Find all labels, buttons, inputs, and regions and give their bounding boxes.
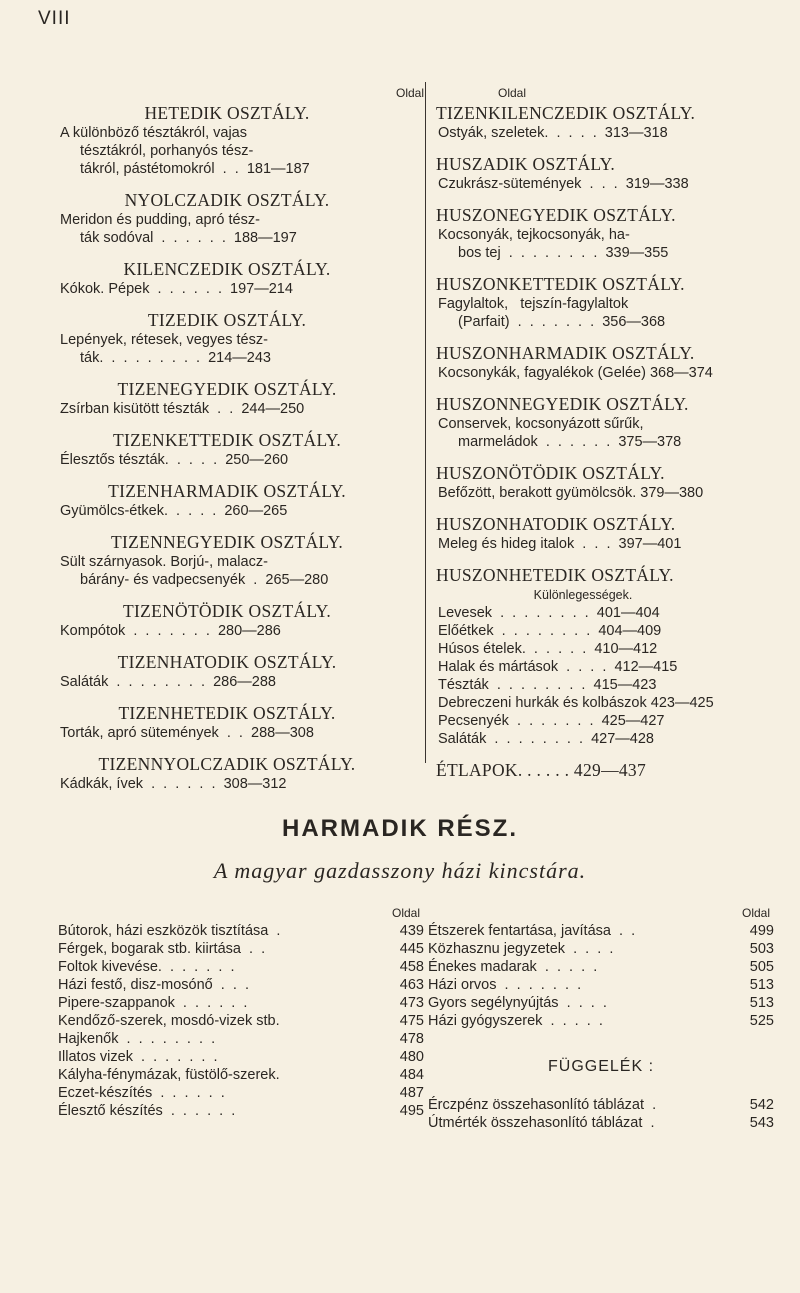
section-title: ÉTLAPOK. . . . . . 429—437 [436,760,647,780]
row-label: Hajkenők . . . . . . . . [58,1031,216,1047]
row-label: Férgek, bogarak stb. kiirtása . . [58,941,266,957]
row-label: Élesztő készítés . . . . . . [58,1103,236,1119]
section-title: HUSZONHARMADIK OSZTÁLY. [436,343,695,363]
toc-entry: Kókok. Pépek . . . . . . 197—214 [60,281,293,297]
row-page: 503 [749,941,774,957]
section-gap [428,502,768,511]
row-label: Házi festő, disz-mosónő . . . [58,977,249,993]
row-label: Közhasznu jegyzetek . . . . [428,941,614,957]
toc-section [428,748,768,781]
toc-entry: bos tej . . . . . . . . 339—355 [458,245,669,261]
section-title: TIZENHATODIK OSZTÁLY. [117,652,337,672]
toc-entry: Debreczeni hurkák és kolbászok 423—425 [438,695,714,711]
toc-entry: Levesek . . . . . . . . 401—404 [438,605,660,621]
section-title: HETEDIK OSZTÁLY. [144,103,310,123]
section-gap [428,262,768,271]
section-title: TIZENKETTEDIK OSZTÁLY. [112,430,342,450]
toc-entry: Lepények, rétesek, vegyes tész- [60,332,268,348]
part-subtitle: A magyar gazdasszony házi kincstára. [213,858,587,883]
toc-section [428,262,768,331]
page-number: VIII [38,8,71,29]
row-label: Kályha-fénymázak, füstölő-szerek. [58,1067,280,1083]
toc-right-column [428,86,768,781]
table-row [58,976,424,994]
section-title: HUSZONÖTÖDIK OSZTÁLY. [436,463,665,483]
row-page: 542 [749,1097,774,1113]
toc-section [428,102,768,142]
table-row [428,922,774,940]
toc-entry: Kocsonykák, fagyalékok (Gelée) 368—374 [438,365,713,381]
table-row [58,1084,424,1102]
toc-section [58,520,424,589]
toc-entry: Kádkák, ívek . . . . . . 308—312 [60,776,287,792]
section-title: TIZENÖTÖDIK OSZTÁLY. [122,601,332,621]
section-title: TIZENKILENCZEDIK OSZTÁLY. [436,103,696,123]
table-row [428,976,774,994]
section-gap [428,382,768,391]
row-label: Foltok kivevése. . . . . . . [58,959,235,975]
table-row [58,922,424,940]
section-gap [58,520,424,529]
section-gap [58,742,424,751]
section-gap [58,298,424,307]
row-page: 458 [399,959,424,975]
row-page: 473 [399,995,424,1011]
section-gap [428,451,768,460]
toc-entry: Kocsonyák, tejkocsonyák, ha- [438,227,630,243]
row-page: 495 [399,1103,424,1119]
section-gap [428,331,768,340]
oldal-header: Oldal [391,906,420,920]
toc-entry: Halak és mártások . . . . 412—415 [438,659,678,675]
table-row [428,1114,774,1132]
section-title: HUSZONHETEDIK OSZTÁLY. [436,565,674,585]
section-title: HUSZONKETTEDIK OSZTÁLY. [436,274,685,294]
section-gap [58,589,424,598]
toc-entry: ták sodóval . . . . . . 188—197 [80,230,297,246]
toc-entry: Tészták . . . . . . . . 415—423 [438,677,657,693]
toc-section [428,553,768,748]
toc-section [58,589,424,640]
row-page: 445 [399,941,424,957]
row-page: 480 [399,1049,424,1065]
toc-entry: Torták, apró sütemények . . 288—308 [60,725,314,741]
row-page: 525 [749,1013,774,1029]
table-row [58,994,424,1012]
row-page: 499 [749,923,774,939]
section-gap [58,469,424,478]
section-title: HUSZONNEGYEDIK OSZTÁLY. [436,394,689,414]
row-page: 487 [399,1085,424,1101]
table-row [428,958,774,976]
toc-entry: Meleg és hideg italok . . . 397—401 [438,536,682,552]
toc-section [58,298,424,367]
table-row [58,1030,424,1048]
row-label: Bútorok, házi eszközök tisztítása . [58,923,281,939]
row-page: 543 [749,1115,774,1131]
toc-section [428,502,768,553]
section-title: TIZENNEGYEDIK OSZTÁLY. [111,532,343,552]
toc-section [428,142,768,193]
row-page: 505 [749,959,774,975]
row-label: Útmérték összehasonlító táblázat . [428,1115,655,1131]
appendix-title: FÜGGELÉK : [547,1058,655,1075]
toc-section [428,331,768,382]
toc-section [428,382,768,451]
toc-section [58,418,424,469]
toc-entry: Saláták . . . . . . . . 427—428 [438,731,654,747]
row-label: Gyors segélynyújtás . . . . [428,995,607,1011]
row-page: 475 [399,1013,424,1029]
row-page: 484 [399,1067,424,1083]
table-row [58,958,424,976]
table-row [58,1102,424,1120]
toc-section [58,247,424,298]
toc-entry: tákról, pástétomokról . . 181—187 [80,161,310,177]
toc-section [58,742,424,793]
toc-entry: Kompótok . . . . . . . 280—286 [60,623,281,639]
table-row [58,1066,424,1084]
section-subtitle: Különlegességek. [533,588,633,602]
table-row [58,940,424,958]
toc-entry: Gyümölcs-étkek. . . . . 260—265 [60,503,288,519]
toc-left-column [58,86,424,793]
row-label: Házi orvos . . . . . . . [428,977,582,993]
row-label: Kendőző-szerek, mosdó-vizek stb. [58,1013,280,1029]
row-page: 463 [399,977,424,993]
section-gap [58,367,424,376]
row-page: 478 [399,1031,424,1047]
part-title: HARMADIK RÉSZ. [282,815,518,842]
toc-entry: bárány- és vadpecsenyék . 265—280 [80,572,329,588]
section-gap [58,640,424,649]
toc-entry: Pecsenyék . . . . . . . 425—427 [438,713,665,729]
household-table-left [58,906,424,1120]
section-title: KILENCZEDIK OSZTÁLY. [123,259,331,279]
row-label: Érczpénz összehasonlító táblázat . [428,1097,657,1113]
toc-entry: Élesztős tészták. . . . . 250—260 [60,452,289,468]
section-gap [58,691,424,700]
section-gap [428,553,768,562]
section-title: TIZEDIK OSZTÁLY. [147,310,307,330]
toc-entry: Conservek, kocsonyázott sűrűk, [438,416,644,432]
section-title: HUSZADIK OSZTÁLY. [436,154,615,174]
section-gap [58,247,424,256]
column-divider [425,82,426,763]
row-label: Énekes madarak . . . . . [428,959,598,975]
table-row [428,1012,774,1030]
row-page: 439 [399,923,424,939]
table-row [428,1096,774,1114]
toc-entry: Előétkek . . . . . . . . 404—409 [438,623,662,639]
toc-entry: Ostyák, szeletek. . . . . 313—318 [438,125,668,141]
section-gap [428,142,768,151]
row-label: Eczet-készítés . . . . . . [58,1085,225,1101]
section-title: HUSZONEGYEDIK OSZTÁLY. [436,205,676,225]
toc-entry: ták. . . . . . . . . 214—243 [80,350,271,366]
toc-entry: tésztákról, porhanyós tész- [80,143,254,159]
section-title: HUSZONHATODIK OSZTÁLY. [436,514,676,534]
section-gap [428,193,768,202]
section-title: NYOLCZADIK OSZTÁLY. [124,190,330,210]
section-gap [58,418,424,427]
toc-entry: Czukrász-sütemények . . . 319—338 [438,176,689,192]
toc-entry: Meridon és pudding, apró tész- [60,212,260,228]
toc-section [58,367,424,418]
toc-entry: Sült szárnyasok. Borjú-, malacz- [60,554,268,570]
oldal-header: Oldal [498,86,527,100]
toc-section [428,193,768,262]
toc-section [58,691,424,742]
table-row [58,1048,424,1066]
toc-section [428,451,768,502]
toc-entry: (Parfait) . . . . . . . 356—368 [458,314,666,330]
row-label: Illatos vizek . . . . . . . [58,1049,218,1065]
oldal-header: Oldal [395,86,424,100]
section-gap [428,748,768,757]
table-row [58,1012,424,1030]
toc-entry: marmeládok . . . . . . 375—378 [458,434,682,450]
toc-entry: Fagylaltok, tejszín-fagylaltok [438,296,629,312]
section-title: TIZENNYOLCZADIK OSZTÁLY. [98,754,356,774]
section-title: TIZENEGYEDIK OSZTÁLY. [117,379,337,399]
oldal-header: Oldal [741,906,770,920]
table-row [428,940,774,958]
toc-entry: Zsírban kisütött tészták . . 244—250 [60,401,305,417]
table-row [428,994,774,1012]
toc-entry: Befőzött, berakott gyümölcsök. 379—380 [438,485,704,501]
toc-section [58,178,424,247]
toc-entry: Saláták . . . . . . . . 286—288 [60,674,276,690]
toc-section [58,102,424,178]
section-gap [58,178,424,187]
row-label: Pipere-szappanok . . . . . . [58,995,248,1011]
row-page: 513 [749,995,774,1011]
toc-section [58,469,424,520]
toc-section [58,640,424,691]
toc-entry: A különböző tésztákról, vajas [60,125,247,141]
household-table-right [428,906,774,1132]
section-title: TIZENHARMADIK OSZTÁLY. [108,481,346,501]
row-page: 513 [749,977,774,993]
row-label: Házi gyógyszerek . . . . . [428,1013,603,1029]
row-label: Étszerek fentartása, javítása . . [428,923,636,939]
section-title: TIZENHETEDIK OSZTÁLY. [118,703,336,723]
toc-entry: Húsos ételek. . . . . . 410—412 [438,641,658,657]
